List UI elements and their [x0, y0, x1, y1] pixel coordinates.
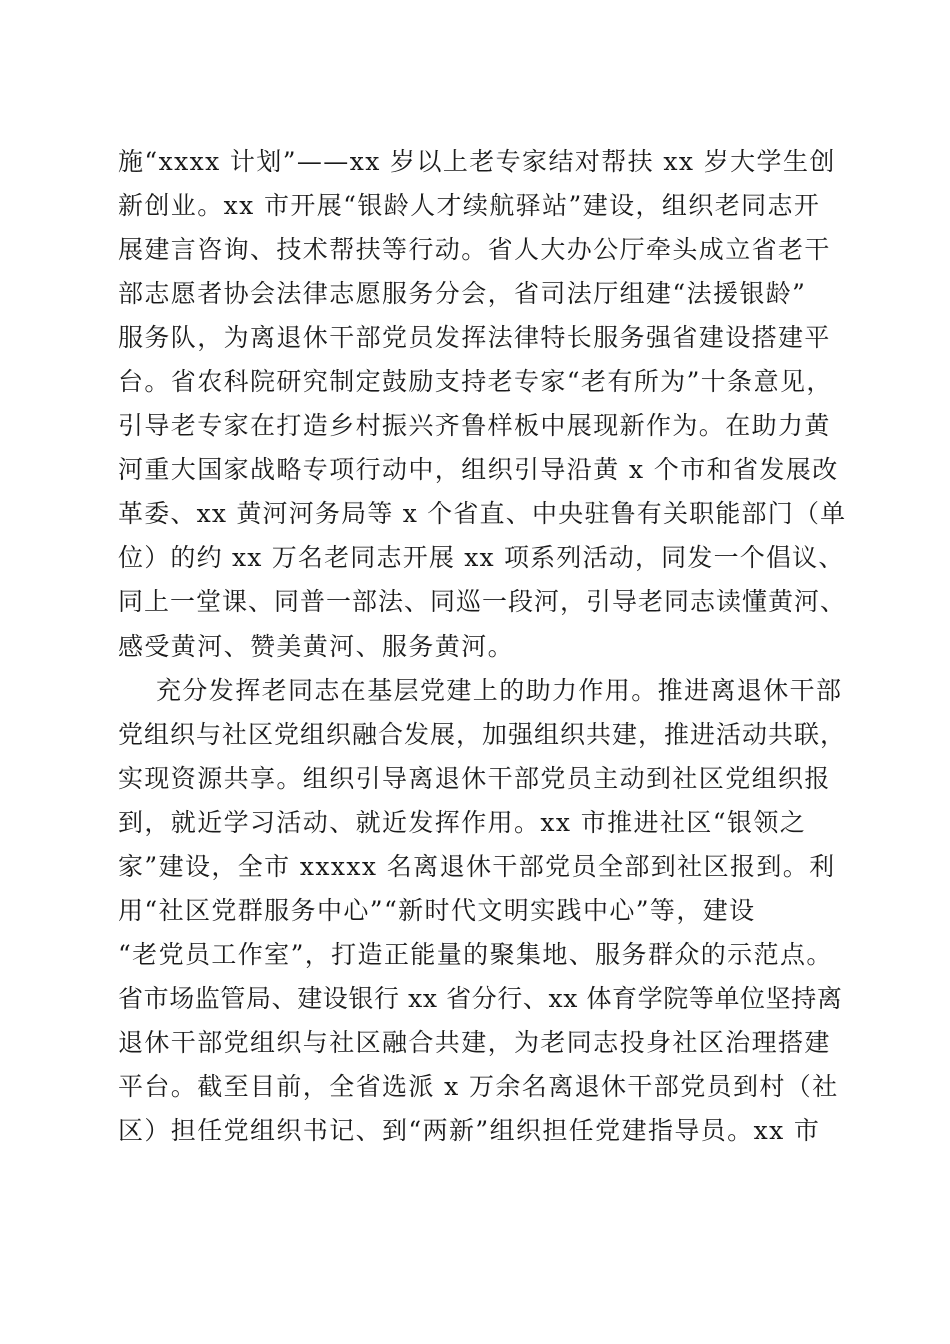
- text-line: 部志愿者协会法律志愿服务分会，省司法厅组建“法援银龄”: [118, 279, 807, 309]
- text-line: 区）担任党组织书记、到“两新”组织担任党建指导员。xx 市: [118, 1116, 821, 1146]
- text-line: 用“社区党群服务中心”“新时代文明实践中心”等，建设: [118, 895, 756, 925]
- text-line: 同上一堂课、同普一部法、同巡一段河，引导老同志读懂黄河、: [118, 587, 847, 617]
- text-line: 展建言咨询、技术帮扶等行动。省人大办公厅牵头成立省老干: [118, 235, 831, 265]
- text-line: 家”建设，全市 xxxxx 名离退休干部党员全部到社区报到。利: [118, 851, 836, 881]
- text-line: 充分发挥老同志在基层党建上的助力作用。推进离退休干部: [156, 675, 843, 705]
- text-line: 河重大国家战略专项行动中，组织引导沿黄 x 个市和省发展改: [118, 455, 839, 485]
- text-line: 位）的约 xx 万名老同志开展 xx 项系列活动，同发一个倡议、: [118, 543, 845, 573]
- paragraph-2: [118, 669, 848, 1154]
- text-line: 平台。截至目前，全省选派 x 万余名离退休干部党员到村（社: [118, 1071, 839, 1101]
- text-line: 施“xxxx 计划”——xx 岁以上老专家结对帮扶 xx 岁大学生创: [118, 147, 836, 176]
- text-line: 党组织与社区党组织融合发展，加强组织共建，推进活动共联，: [118, 719, 847, 749]
- text-line: 感受黄河、赞美黄河、服务黄河。: [118, 631, 515, 661]
- paragraph-1: [118, 140, 848, 669]
- text-line: 新创业。xx 市开展“银龄人才续航驿站”建设，组织老同志开: [118, 191, 821, 221]
- text-line: 到，就近学习活动、就近发挥作用。xx 市推进社区“银领之: [118, 807, 807, 837]
- text-line: 台。省农科院研究制定鼓励支持老专家“老有所为”十条意见，: [118, 367, 833, 397]
- text-line: 服务队，为离退休干部党员发挥法律特长服务强省建设搭建平: [118, 323, 831, 353]
- text-line: 省市场监管局、建设银行 xx 省分行、xx 体育学院等单位坚持离: [118, 983, 843, 1013]
- text-line: 实现资源共享。组织引导离退休干部党员主动到社区党组织报: [118, 763, 831, 793]
- text-line: 引导老专家在打造乡村振兴齐鲁样板中展现新作为。在助力黄: [118, 411, 831, 441]
- text-line: 革委、xx 黄河河务局等 x 个省直、中央驻鲁有关职能部门（单: [118, 499, 847, 529]
- text-line: 退休干部党组织与社区融合共建，为老同志投身社区治理搭建: [118, 1027, 831, 1057]
- text-line: “老党员工作室”，打造正能量的聚集地、服务群众的示范点。: [118, 939, 833, 969]
- body-text: [118, 140, 848, 1153]
